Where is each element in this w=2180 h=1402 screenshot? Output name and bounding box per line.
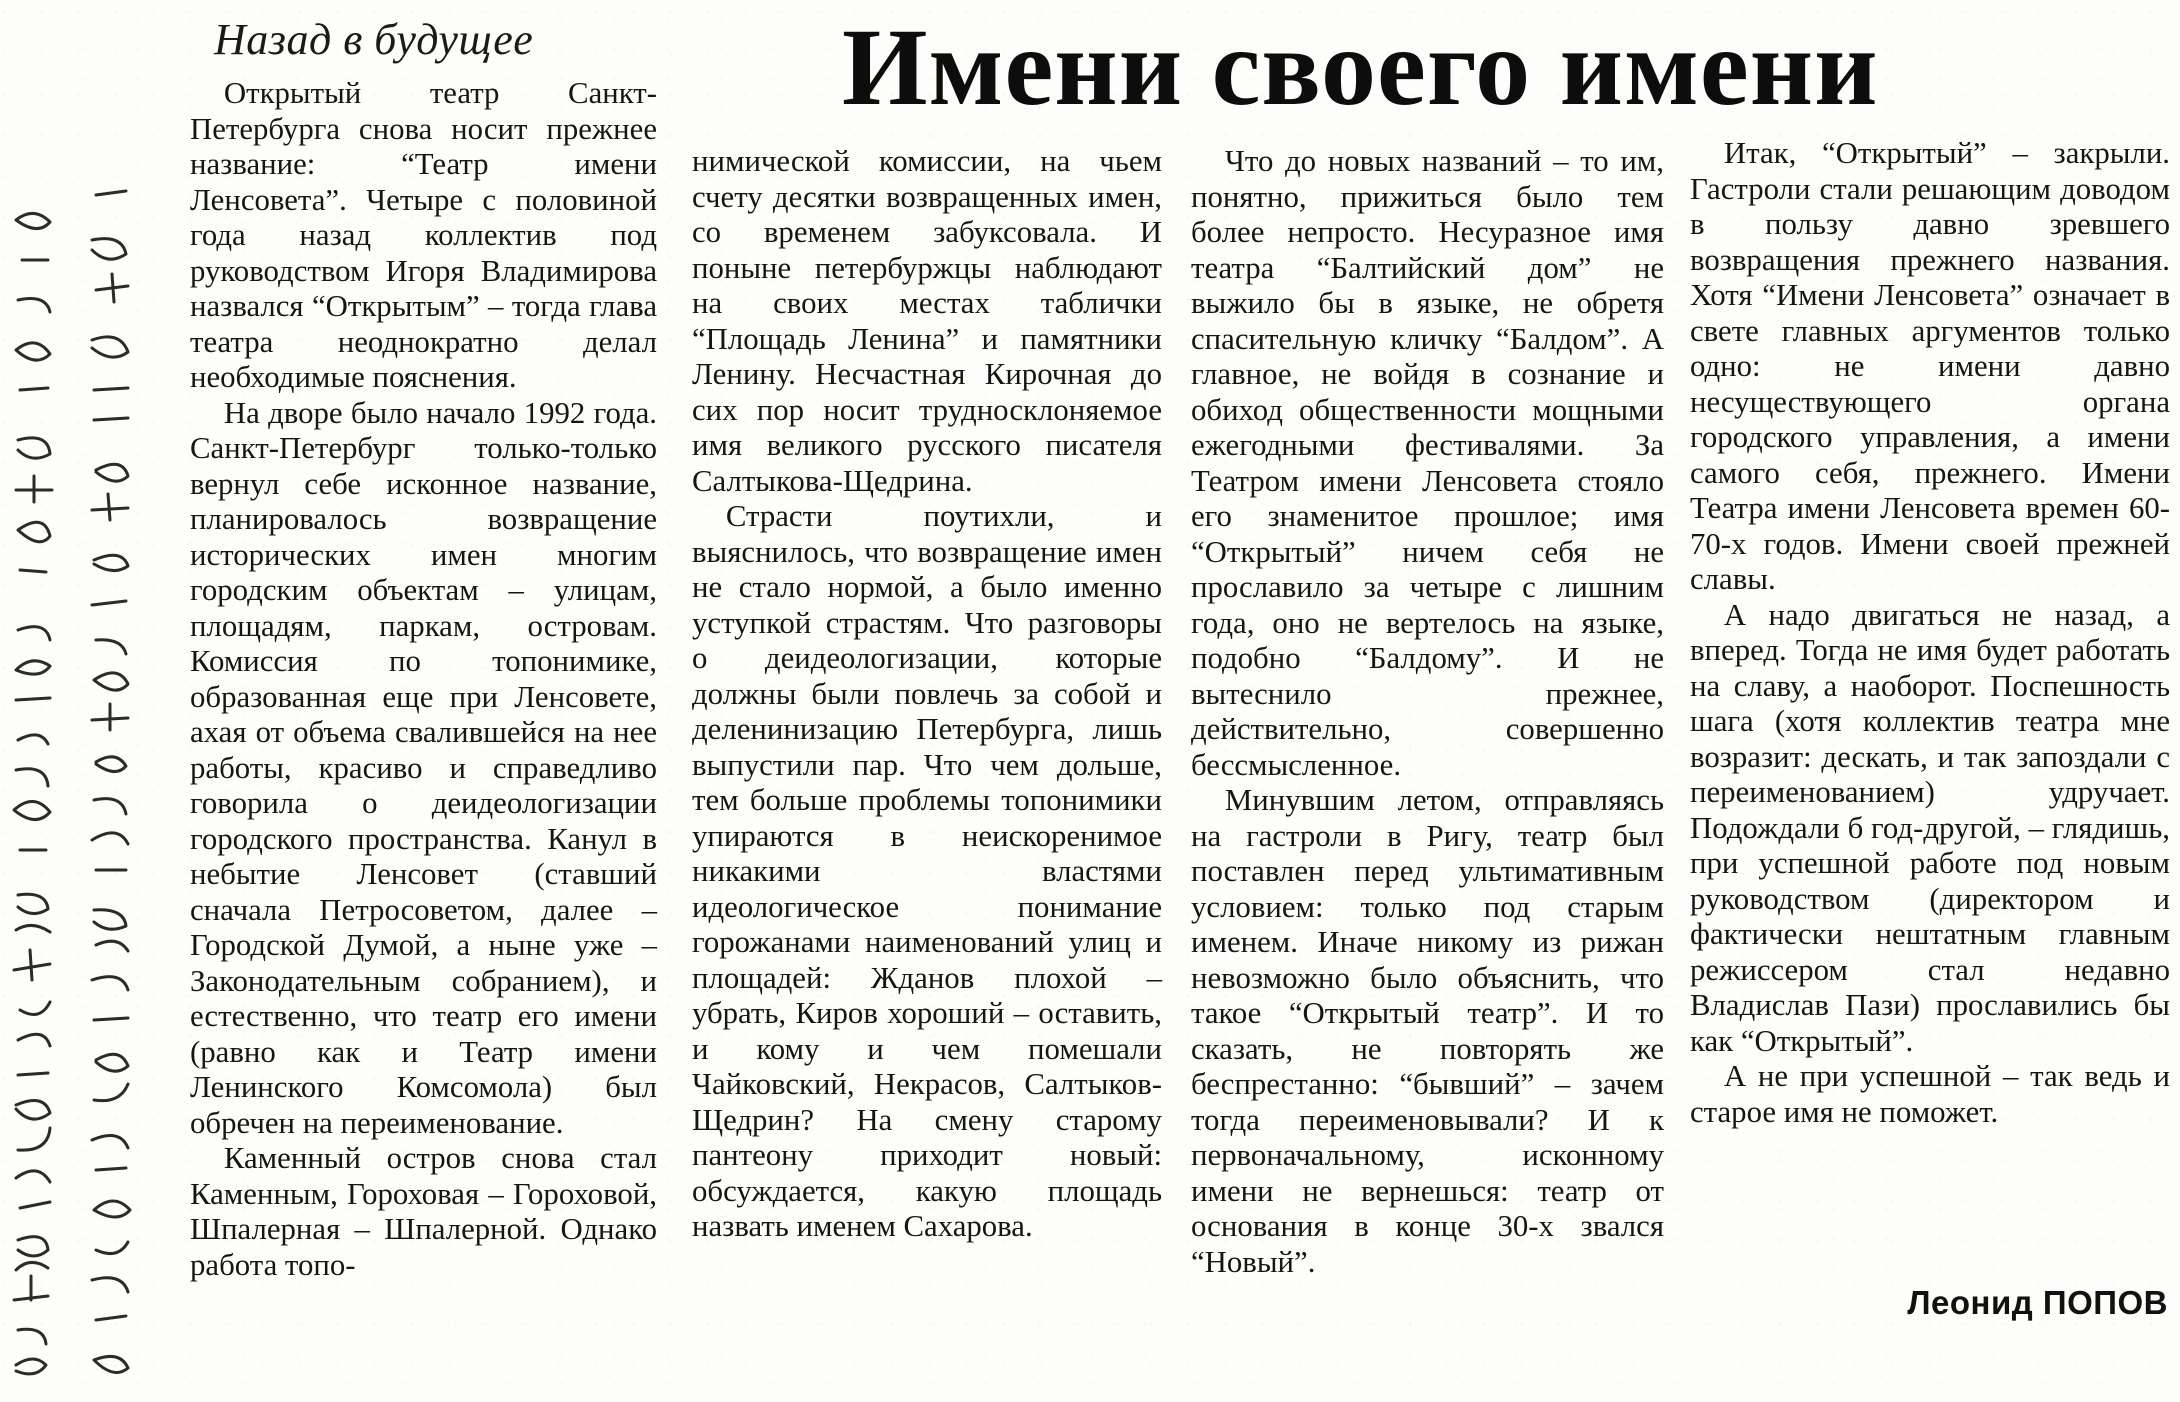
paragraph: Открытый театр Санкт-Петербурга снова носит прежнее название: “Театр имени Ленсовета”. Четыре с половиной года назад коллектив под руководством Игоря Владимирова назвался “Открытым” – тогда глава театра неоднократно делал необходимые пояснения. bbox=[190, 76, 657, 394]
handwritten-annotation bbox=[0, 150, 166, 1385]
paragraph: На дворе было начало 1992 года. Санкт-Петербург только-только вернул себе исконное название, планировалось возвращение исторических имен многим городским объектам – улицам, площадям, паркам, островам. Комиссия по топонимике, образованная еще при Ленсовете, ахая от объема свалившейся на нее работы, красиво и справедливо говорила о деидеологизации городского пространства. Канул в небытие Ленсовет (ставший сначала Петросоветом, далее – Городской Думой, а ныне уже – Законодательным собранием), и естественно, что театр его имени (равно как и Театр имени Ленинского Комсомола) был обречен на переименование. bbox=[190, 395, 657, 1140]
paragraph: А не при успешной – так ведь и старое имя не поможет. bbox=[1690, 1059, 2170, 1129]
paragraph: нимической комиссии, на чьем счету десятки возвращенных имен, со временем забуксовала. И поныне петербуржцы наблюдают на своих местах таблички “Площадь Ленина” и памятники Ленину. Несчастная Кирочная до сих пор носит трудносклоняемое имя великого русского писателя Салтыкова-Щедрина. bbox=[692, 144, 1162, 498]
text-column-3 bbox=[1191, 144, 1664, 1280]
paragraph: Минувшим летом, отправляясь на гастроли в Ригу, театр был поставлен перед ультимативным условием: только под старым именем. Иначе никому из рижан невозможно было объяснить, что такое “Открытый театр”. И то сказать, не повторять же беспрестанно: “бывший” – зачем тогда переименовывали? И к первоначальному, исконному имени не вернешься: театр от основания в конце 30-х звался “Новый”. bbox=[1191, 783, 1664, 1279]
paragraph: Что до новых названий – то им, понятно, прижиться было тем более непросто. Несуразное имя театра “Балтийский дом” не выжило бы в языке, не обретя спасительную кличку “Балдом”. А главное, не войдя в сознание и обиход общественности мощными ежегодными фестивалями. За Театром имени Ленсовета стояло его знаменитое прошлое; имя “Открытый” ничем себя не прославило за четыре с лишним года, оно не вертелось на языке, подобно “Балдому”. И не вытеснило прежнее, действительно, совершенно бессмысленное. bbox=[1191, 144, 1664, 782]
paragraph: Каменный остров снова стал Каменным, Гороховая – Гороховой, Шпалерная – Шпалерной. Однако работа топо- bbox=[190, 1141, 657, 1282]
author-byline: Леонид ПОПОВ bbox=[1907, 1284, 2168, 1321]
article-headline: Имени своего имени bbox=[842, 6, 1879, 128]
text-column-4 bbox=[1690, 136, 2170, 1130]
paragraph: Итак, “Открытый” – закрыли. Гастроли стали решающим доводом в пользу давно зревшего возвращения прежнего названия. Хотя “Имени Ленсовета” означает в свете главных аргументов только одно: не имени давно несуществующего органа городского управления, а имени самого себя, прежнего. Имени Театра имени Ленсовета времен 60-70-х годов. Имени своей прежней славы. bbox=[1690, 136, 2170, 596]
paragraph: А надо двигаться не назад, а вперед. Тогда не имя будет работать на славу, а наоборот. Поспешность шага (хотя коллектив театра мне возразит: дескать, и так запоздали с переименованием) удручает. Подождали б год-другой, – глядишь, при успешной работе под новым руководством (директором и фактически нештатным главным режиссером стал недавно Владислав Пази) прославились бы как “Открытый”. bbox=[1690, 597, 2170, 1058]
rubric-heading: Назад в будущее bbox=[214, 15, 534, 64]
text-column-1 bbox=[190, 76, 657, 1283]
text-column-2 bbox=[692, 144, 1162, 1245]
paragraph: Страсти поутихли, и выяснилось, что возвращение имен не стало нормой, а было именно уступкой страстям. Что разговоры о деидеологизации, которые должны были повлечь за собой и деленинизацию Петербурга, лишь выпустили пар. Что чем дольше, тем больше проблемы топонимики упираются в неискоренимое никакими властями идеологическое понимание горожанами наименований улиц и площадей: Жданов плохой – убрать, Киров хороший – оставить, и кому и чем помешали Чайковский, Некрасов, Салтыков-Щедрин? На смену старому пантеону приходит новый: обсуждается, какую площадь назвать именем Сахарова. bbox=[692, 499, 1162, 1243]
